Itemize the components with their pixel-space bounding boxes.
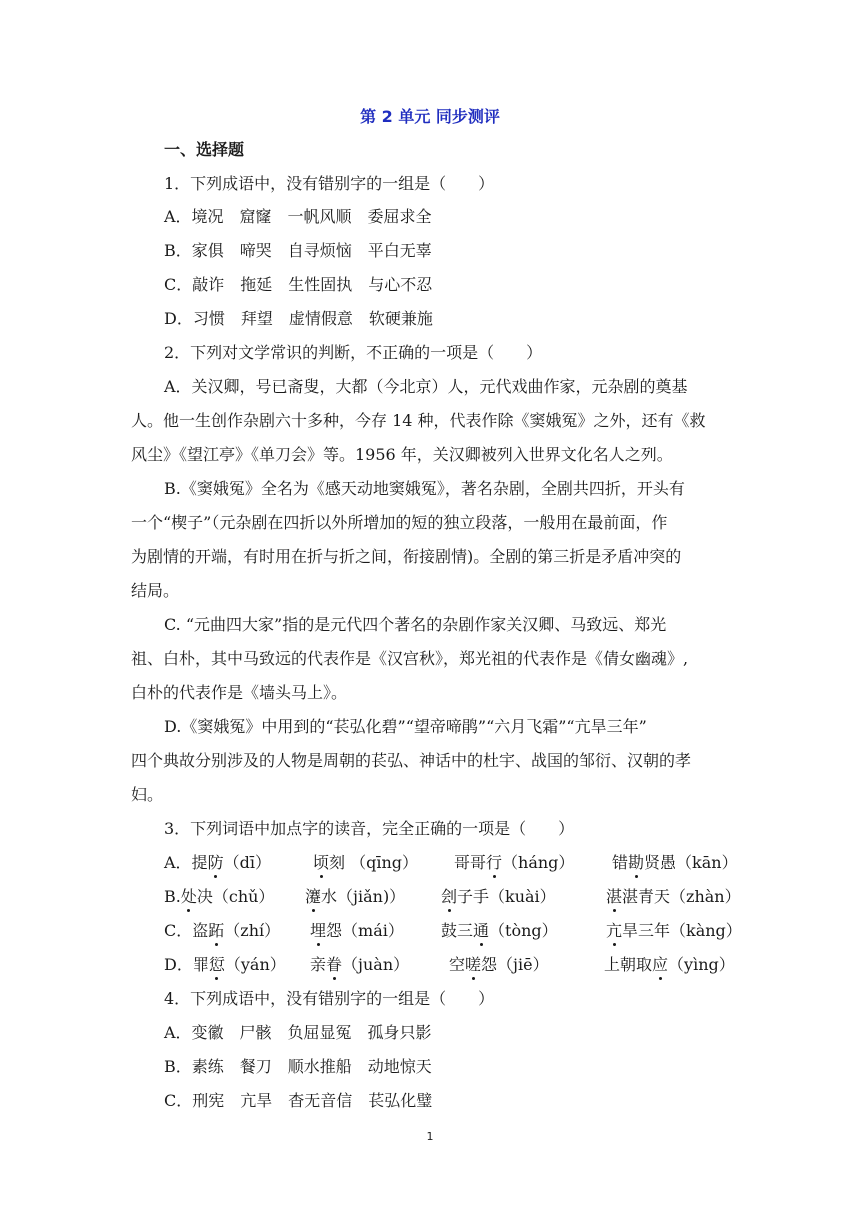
- emphasis-dot-char: 埋: [310, 921, 327, 940]
- q2-option-c-line-3: 白朴的代表作是《墙头马上》。: [131, 683, 348, 702]
- section-heading: 一、选择题: [164, 140, 245, 159]
- q3-row-c-item-2: 埋怨（mái）: [310, 921, 404, 940]
- q3-row-b-item-2: 瀽水（jiǎn)）: [305, 887, 406, 906]
- q2-option-b-line-4: 结局。: [131, 581, 180, 600]
- q2-option-b-line-1: B.《窦娥冤》全名为《感天动地窦娥冤》，著名杂剧，全剧共四折，开头有: [164, 479, 685, 498]
- q2-option-d-line-1: D.《窦娥冤》中用到的“苌弘化碧”“望帝啼鹃”“六月飞霜”“亢旱三年”: [164, 717, 647, 736]
- q2-option-a-line-2: 人。他一生创作杂剧六十多种，今存 14 种，代表作除《窦娥冤》之外，还有《救: [131, 411, 706, 430]
- q1-option-b: B．家俱 啼哭 自寻烦恼 平白无辜: [164, 241, 432, 260]
- q3-row-a-item-3: 哥哥行（háng）: [454, 853, 575, 872]
- q2-option-b-line-2: 一个“楔子”（元杂剧在四折以外所增加的短的独立段落，一般用在最前面，作: [131, 513, 668, 532]
- q1-option-a: A．境况 窟窿 一帆风顺 委屈求全: [164, 207, 432, 226]
- emphasis-dot-char: 刽: [441, 887, 458, 906]
- q3-stem: 3．下列词语中加点字的读音，完全正确的一项是（ ）: [164, 819, 575, 838]
- q3-row-c-item-4: 亢旱三年（kàng）: [606, 921, 742, 940]
- q2-stem: 2．下列对文学常识的判断，不正确的一项是（ ）: [164, 343, 543, 362]
- emphasis-dot-char: 瀽: [305, 887, 322, 906]
- q3-row-b-item-1: B.处决（chǔ）: [164, 887, 275, 906]
- q4-option-c: C．刑宪 亢旱 杳无音信 苌弘化璧: [164, 1091, 433, 1110]
- q3-row-a-item-4: 错勘贤愚（kān）: [612, 853, 738, 872]
- emphasis-dot-char: 防: [207, 853, 224, 872]
- q3-row-b-item-4: 湛湛青天（zhàn）: [606, 887, 741, 906]
- emphasis-dot-char: 通: [473, 921, 490, 940]
- q2-option-a-line-1: A．关汉卿，号已斋叟，大都（今北京）人，元代戏曲作家，元杂剧的奠基: [164, 377, 688, 396]
- q3-row-b-item-3: 刽子手（kuài）: [441, 887, 556, 906]
- q3-row-d-item-3: 空嗟怨（jiē）: [449, 955, 549, 974]
- emphasis-dot-char: 愆: [208, 955, 225, 974]
- q1-stem: 1．下列成语中，没有错别字的一组是（ ）: [164, 174, 495, 193]
- emphasis-dot-char: 嗟: [465, 955, 482, 974]
- q3-row-c-item-1: C．盗跖（zhí）: [164, 921, 281, 940]
- q3-row-c-item-3: 鼓三通（tòng）: [441, 921, 558, 940]
- q2-option-c-line-2: 祖、白朴，其中马致远的代表作是《汉宫秋》，郑光祖的代表作是《倩女幽魂》,: [131, 649, 689, 668]
- q4-stem: 4．下列成语中，没有错别字的一组是（ ）: [164, 989, 495, 1008]
- q3-row-a-item-1: A．提防（dī）: [164, 853, 271, 872]
- q1-option-d: D．习惯 拜望 虚情假意 软硬兼施: [164, 309, 433, 328]
- q3-row-d-item-4: 上朝取应（yìng）: [604, 955, 735, 974]
- q2-option-c-line-1: C. “元曲四大家”指的是元代四个著名的杂剧作家关汉卿、马致远、郑光: [164, 615, 667, 634]
- q3-row-d-item-2: 亲眷（juàn）: [310, 955, 410, 974]
- q3-row-d-item-1: D．罪愆（yán）: [164, 955, 286, 974]
- emphasis-dot-char: 眷: [326, 955, 343, 974]
- emphasis-dot-char: 处: [180, 887, 197, 906]
- page-title: 第 2 单元 同步测评: [360, 107, 500, 126]
- page-number: 1: [426, 1130, 434, 1143]
- emphasis-dot-char: 跖: [208, 921, 225, 940]
- q4-option-a: A．变徽 尸骸 负屈显冤 孤身只影: [164, 1023, 432, 1042]
- emphasis-dot-char: 顷: [313, 853, 330, 872]
- emphasis-dot-char: 应: [652, 955, 669, 974]
- q2-option-a-line-3: 风尘》《望江亭》《单刀会》等。1956 年，关汉卿被列入世界文化名人之列。: [131, 445, 673, 464]
- emphasis-dot-char: 行: [486, 853, 503, 872]
- q1-option-c: C．敲诈 拖延 生性固执 与心不忍: [164, 275, 433, 294]
- q2-option-b-line-3: 为剧情的开端，有时用在折与折之间，衔接剧情)。全剧的第三折是矛盾冲突的: [131, 547, 682, 566]
- emphasis-dot-char: 亢: [606, 921, 623, 940]
- q3-row-a-item-2: 顷刻 （qīng）: [313, 853, 419, 872]
- emphasis-dot-char: 湛: [606, 887, 623, 906]
- emphasis-dot-char: 勘: [628, 853, 645, 872]
- q4-option-b: B．素练 餐刀 顺水推船 动地惊天: [164, 1057, 432, 1076]
- q2-option-d-line-3: 妇。: [131, 785, 164, 804]
- q2-option-d-line-2: 四个典故分别涉及的人物是周朝的苌弘、神话中的杜宇、战国的邹衍、汉朝的孝: [131, 751, 692, 770]
